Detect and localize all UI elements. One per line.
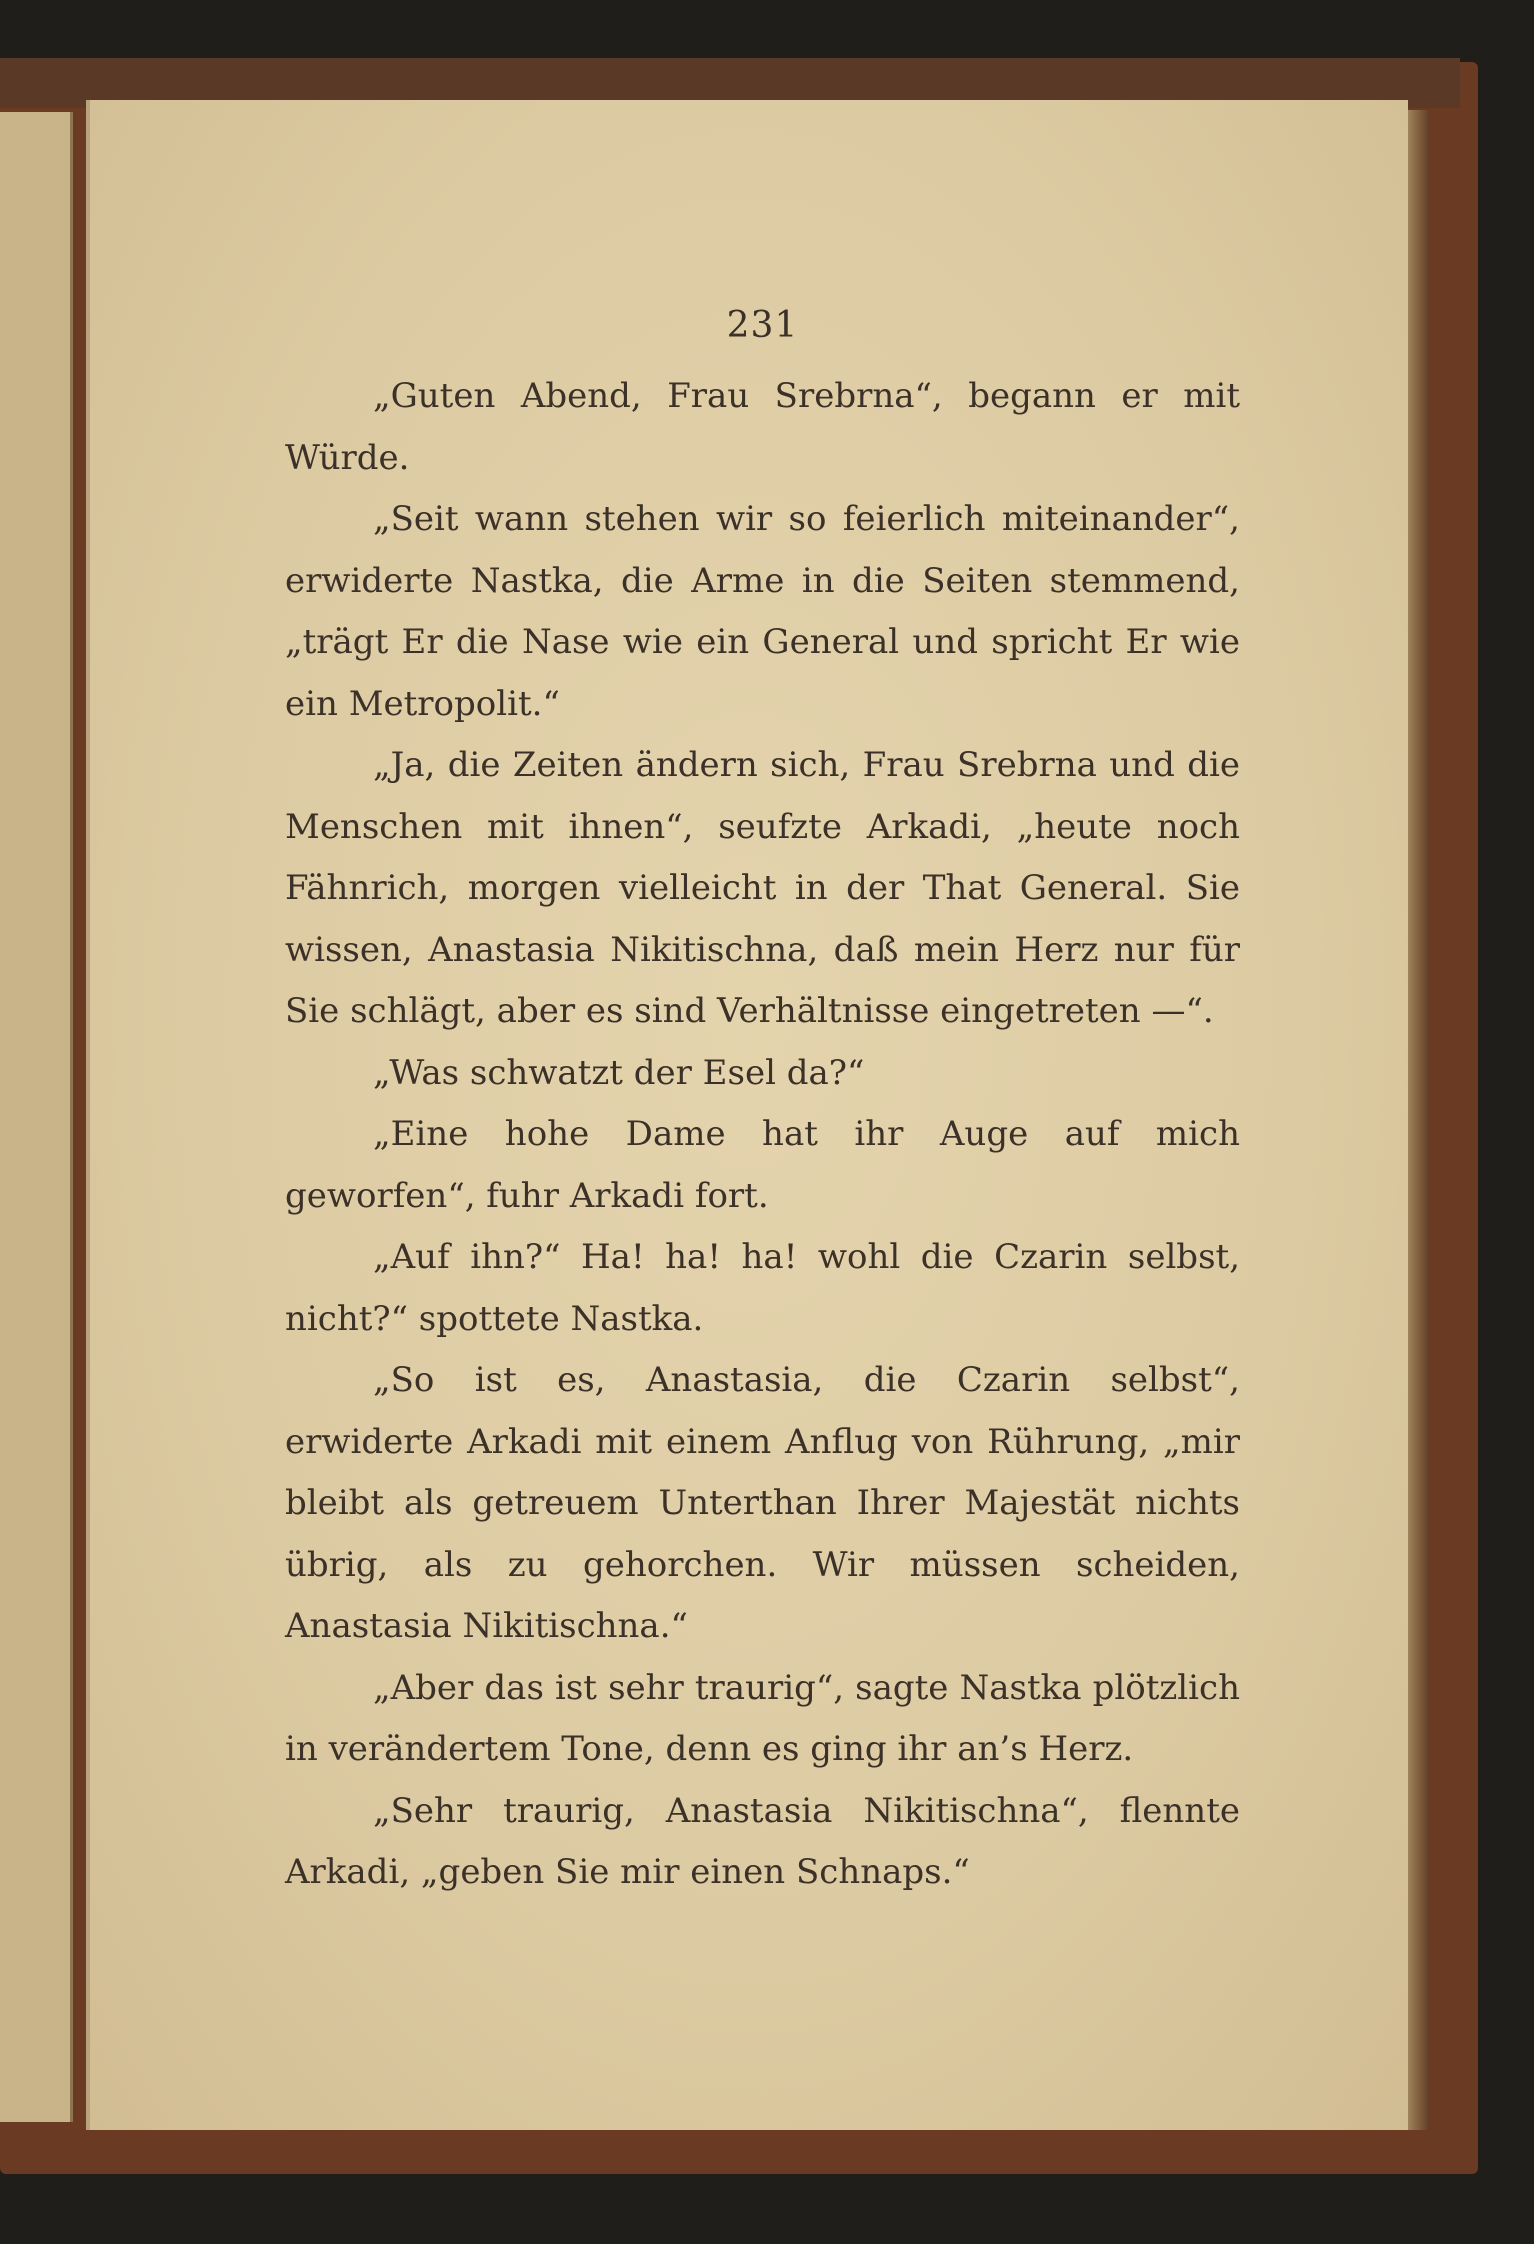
paragraph: „Guten Abend, Frau Srebrna“, begann er mit Würde.	[285, 376, 1240, 478]
page-number: 231	[726, 305, 799, 346]
paragraph: „Sehr traurig, Anastasia Nikitischna“, flennte Arkadi, „geben Sie mir einen Schnaps.“	[285, 1790, 1240, 1892]
paragraph: „So ist es, Anastasia, die Czarin selbst“, erwiderte Arkadi mit einem Anflug von Rührung, „mir bleibt als getreuem Unterthan Ihrer Majestät nichts übrig, als zu gehorchen. Wir müssen scheiden, Anastasia Nikitischna.“	[285, 1360, 1240, 1646]
left-page-edge	[0, 112, 73, 2122]
paragraph: „Eine hohe Dame hat ihr Auge auf mich geworfen“, fuhr Arkadi fort.	[285, 1114, 1240, 1216]
paragraph: „Aber das ist sehr traurig“, sagte Nastka plötzlich in verändertem Tone, denn es ging ihr an’s Herz.	[285, 1667, 1240, 1769]
paragraph: „Ja, die Zeiten ändern sich, Frau Srebrna und die Menschen mit ihnen“, seufzte Arkadi, „heute noch Fähnrich, morgen vielleicht in der That General. Sie wissen, Anastasia Nikitischna, daß mein Herz nur für Sie schlägt, aber es sind Verhältnisse eingetreten —“.	[285, 745, 1240, 1031]
paragraph: „Auf ihn?“ Ha! ha! ha! wohl die Czarin selbst, nicht?“ spottete Nastka.	[285, 1237, 1240, 1339]
paragraph: „Seit wann stehen wir so feierlich miteinander“, erwiderte Nastka, die Arme in die Seiten stemmend, „trägt Er die Nase wie ein General und spricht Er wie ein Metropolit.“	[285, 499, 1240, 724]
paragraph: „Was schwatzt der Esel da?“	[373, 1052, 865, 1093]
page-text-block	[285, 305, 1240, 1904]
